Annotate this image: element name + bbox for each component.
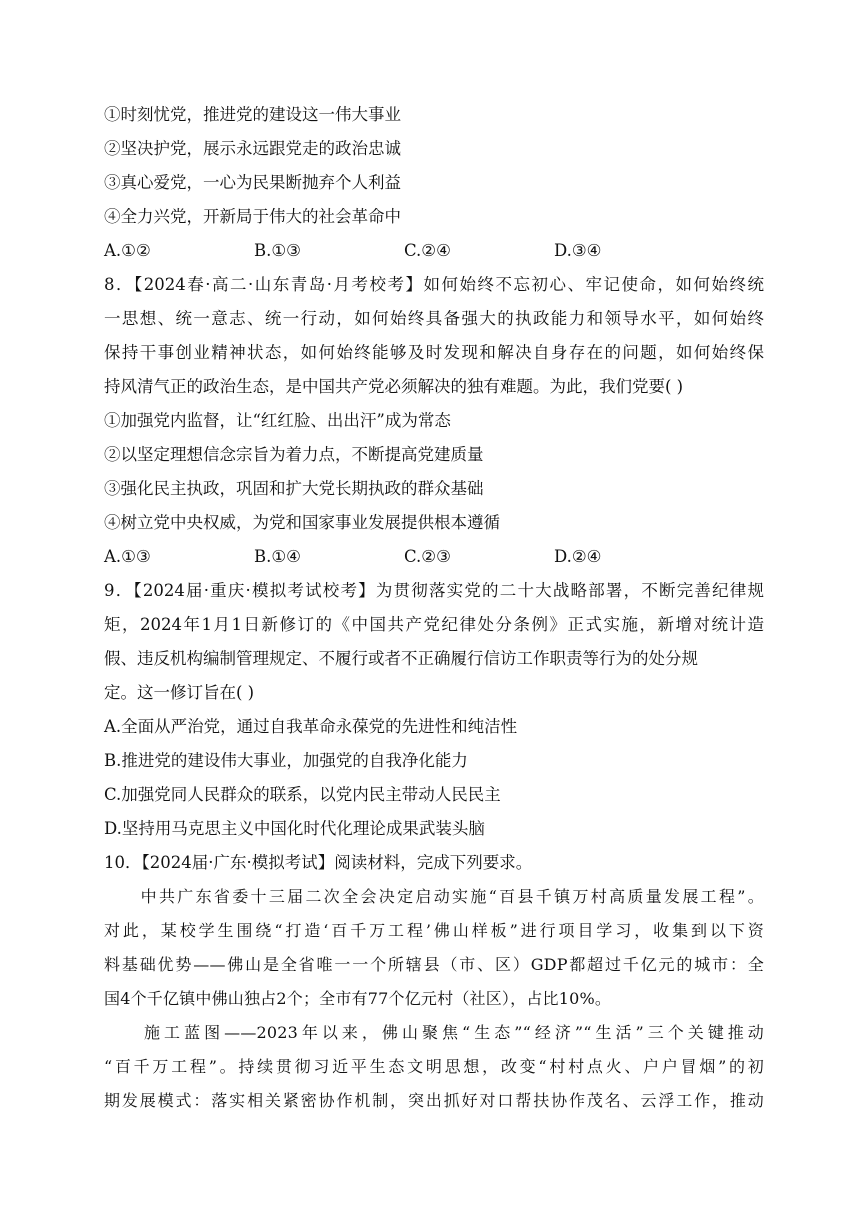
q10-material-line: 国4个千亿镇中佛山独占2个；全市有77个亿元村（社区），占比10%。 xyxy=(104,989,612,1008)
q9-stem-line: 9．【2024届·重庆·模拟考试校考】为贯彻落实党的二十大战略部署，不断完善纪律规 xyxy=(104,581,764,600)
q8-option-c: C.②③ xyxy=(404,547,451,566)
q8-stem-line: 8．【2024春·高二·山东青岛·月考校考】如何始终不忘初心、牢记使命，如何始终统 xyxy=(104,275,764,294)
q8-stem-line: 保持干事创业精神状态，如何始终能够及时发现和解决自身存在的问题，如何始终保 xyxy=(104,343,764,362)
q8-stem-line: 持风清气正的政治生态，是中国共产党必须解决的独有难题。为此，我们党要( ) xyxy=(104,377,684,396)
q7-item-2: ②坚决护党，展示永远跟党走的政治忠诚 xyxy=(104,139,401,158)
q7-option-b: B.①③ xyxy=(254,241,301,260)
q10-material-line: 中共广东省委十三届二次全会决定启动实施“百县千镇万村高质量发展工程”。 xyxy=(104,887,764,906)
q8-item-2: ②以坚定理想信念宗旨为着力点，不断提高党建质量 xyxy=(104,445,484,464)
q9-option-a: A.全面从严治党，通过自我革命永葆党的先进性和纯洁性 xyxy=(104,717,518,736)
q8-stem-line: 一思想、统一意志、统一行动，如何始终具备强大的执政能力和领导水平，如何始终 xyxy=(104,309,764,328)
q10-material-line: 期发展模式：落实相关紧密协作机制，突出抓好对口帮扶协作茂名、云浮工作，推动 xyxy=(104,1091,764,1110)
q9-option-b: B.推进党的建设伟大事业，加强党的自我净化能力 xyxy=(104,751,468,770)
q10-material-line: 对此，某校学生围绕“打造‘百千万工程’佛山样板”进行项目学习，收集到以下资 xyxy=(104,921,764,940)
q7-option-d: D.③④ xyxy=(554,241,602,260)
q7-item-1: ①时刻忧党，推进党的建设这一伟大事业 xyxy=(104,105,401,124)
q10-material-line: “百千万工程”。持续贯彻习近平生态文明思想，改变“村村点火、户户冒烟”的初 xyxy=(104,1057,764,1076)
q8-option-a: A.①③ xyxy=(104,547,151,566)
q7-option-c: C.②④ xyxy=(404,241,451,260)
q10-title: 10．【2024届·广东·模拟考试】阅读材料，完成下列要求。 xyxy=(104,853,533,872)
q8-options xyxy=(104,546,764,568)
q9-stem-line: 定。这一修订旨在( ) xyxy=(104,683,255,702)
q7-item-4: ④全力兴党，开新局于伟大的社会革命中 xyxy=(104,207,401,226)
q9-stem-line: 假、违反机构编制管理规定、不履行或者不正确履行信访工作职责等行为的处分规 xyxy=(104,649,698,668)
q8-option-d: D.②④ xyxy=(554,547,602,566)
q8-option-b: B.①④ xyxy=(254,547,301,566)
q8-item-3: ③强化民主执政，巩固和扩大党长期执政的群众基础 xyxy=(104,479,484,498)
q7-item-3: ③真心爱党，一心为民果断抛弃个人利益 xyxy=(104,173,401,192)
q8-item-1: ①加强党内监督，让“红红脸、出出汗”成为常态 xyxy=(104,411,451,430)
q9-stem-line: 矩，2024年1月1日新修订的《中国共产党纪律处分条例》正式实施，新增对统计造 xyxy=(104,615,764,634)
q8-item-4: ④树立党中央权威，为党和国家事业发展提供根本遵循 xyxy=(104,513,500,532)
q7-options xyxy=(104,240,764,262)
q9-option-c: C.加强党同人民群众的联系，以党内民主带动人民民主 xyxy=(104,785,501,804)
q9-option-d: D.坚持用马克思主义中国化时代化理论成果武装头脑 xyxy=(104,819,485,838)
q10-material-line: 料基础优势——佛山是全省唯一一个所辖县（市、区）GDP都超过千亿元的城市：全 xyxy=(104,955,764,974)
q7-option-a: A.①② xyxy=(104,241,151,260)
q10-material-line: 施工蓝图——2023年以来，佛山聚焦“生态”“经济”“生活”三个关键推动 xyxy=(104,1023,764,1042)
